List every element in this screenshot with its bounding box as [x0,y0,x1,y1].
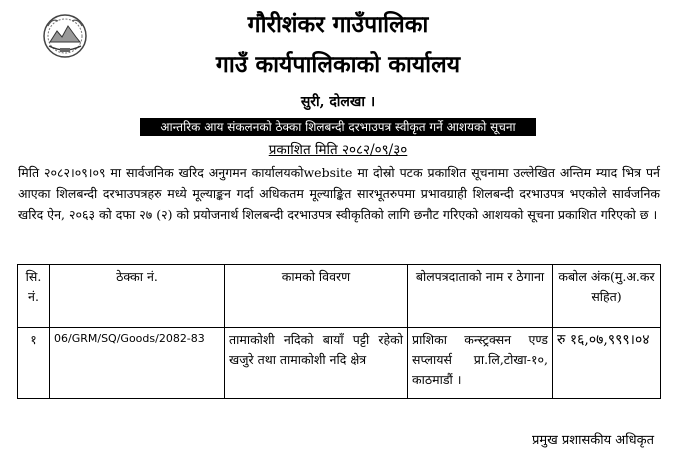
row-work-description: तामाकोशी नदिको बायाँ पट्टी रहेको खजुरे तथा तामाकोशी नदि क्षेत्र [225,328,408,399]
notice-body-paragraph: मिति २०८२।०९।०९ मा सार्वजनिक खरिद अनुगमन कार्यालयकोwebsite मा दोस्रो पटक प्रकाशित सूचनामा उल्लेखित अन्तिम म्याद भित्र पर्न आएका शिलबन्दी दरभाउपत्रहरु मध्ये मूल्याङ्कन गर्दा अधिकतम मूल्याङ्कित सारभूतरुपमा प्रभावग्राही शिलबन्दी दरभाउपत्र भएकोले सार्वजनिक खरिद ऐन, २०६३ को दफा २७ (२) को प्रयोजनार्थ शिलबन्दी दरभाउपत्र स्वीकृतिको लागि छनौट गरिएको आशयको सूचना प्रकाशित गरिएको छ । [18,165,660,222]
published-date-text: प्रकाशित मिति २०८२/०९/३० [268,142,408,158]
municipality-name: गौरीशंकर गाउँपालिका [247,11,429,38]
award-table [17,264,661,399]
notice-title-banner: आन्तरिक आय संकलनको ठेक्का शिलबन्दी दरभाउपत्र स्वीकृत गर्ने आशयको सूचना [140,118,536,136]
header-work-description: कामको विवरण [225,265,408,328]
signatory-title: प्रमुख प्रशासकीय अधिकृत [531,433,654,448]
header-contract-number: ठेक्का नं. [50,265,225,328]
header-bid-amount: कबोल अंक(मु.अ.कर सहित) [553,265,661,328]
table-header-row [18,265,661,328]
published-date [0,141,676,159]
row-bid-amount: रु १६,०७,९९९।०४ [553,328,661,399]
row-bidder: प्राशिका कन्स्ट्रक्सन एण्ड सप्लायर्स प्रा.लि,टोखा-१०, काठमाडौं । [408,328,553,399]
office-name: गाउँ कार्यपालिकाको कार्यालय [215,51,461,78]
header-bidder-name-address: बोलपत्रदाताको नाम र ठेगाना [408,265,553,328]
table-row [18,328,661,399]
header-serial-number: सि. नं. [18,265,50,328]
row-serial-number: १ [18,328,50,399]
row-contract-number: 06/GRM/SQ/Goods/2082-83 [50,328,225,399]
office-address: सुरी, दोलखा । [300,94,376,110]
